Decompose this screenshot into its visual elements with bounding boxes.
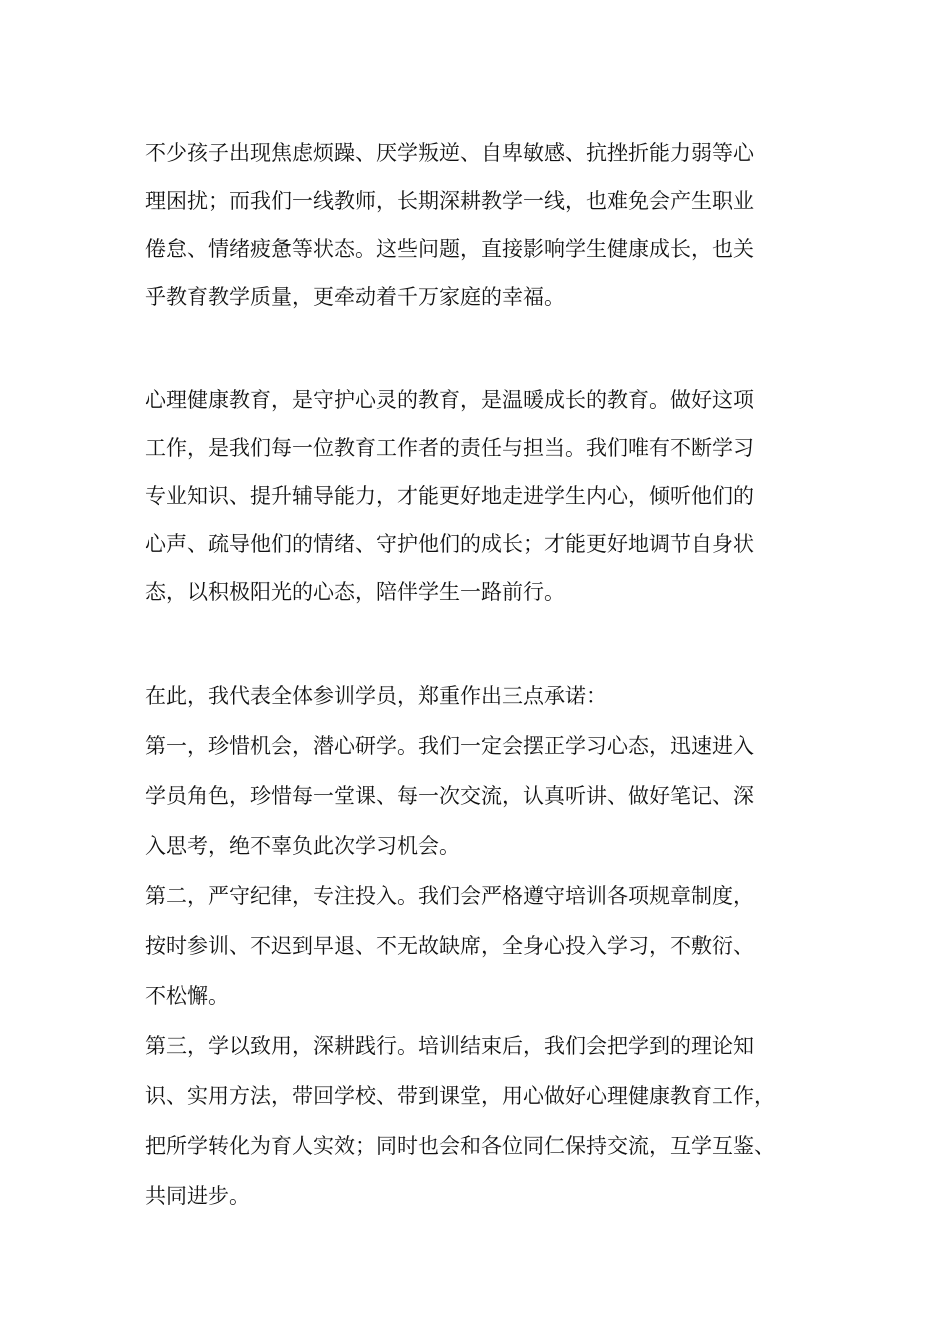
commitment-3-line-1: 第三，学以致用，深耕践行。培训结束后，我们会把学到的理论知 [145, 1034, 754, 1058]
paragraph-2-line-5: 态，以积极阳光的心态，陪伴学生一路前行。 [145, 580, 565, 604]
paragraph-2-line-3: 专业知识、提升辅导能力，才能更好地走进学生内心，倾听他们的 [145, 484, 754, 508]
commitment-1-line-3: 入思考，绝不辜负此次学习机会。 [145, 834, 460, 858]
paragraph-1-line-2: 理困扰；而我们一线教师，长期深耕教学一线，也难免会产生职业 [145, 189, 754, 213]
commitment-1-line-1: 第一，珍惜机会，潜心研学。我们一定会摆正学习心态，迅速进入 [145, 734, 754, 758]
paragraph-1-line-3: 倦怠、情绪疲惫等状态。这些问题，直接影响学生健康成长，也关 [145, 237, 754, 261]
paragraph-2-line-1: 心理健康教育，是守护心灵的教育，是温暖成长的教育。做好这项 [145, 388, 754, 412]
paragraph-2-line-2: 工作，是我们每一位教育工作者的责任与担当。我们唯有不断学习 [145, 436, 754, 460]
commitment-1-line-2: 学员角色，珍惜每一堂课、每一次交流，认真听讲、做好笔记、深 [145, 784, 754, 808]
paragraph-1-line-1: 不少孩子出现焦虑烦躁、厌学叛逆、自卑敏感、抗挫折能力弱等心 [145, 141, 754, 165]
commitment-2-line-1: 第二，严守纪律，专注投入。我们会严格遵守培训各项规章制度， [145, 884, 754, 908]
commitment-3-line-2: 识、实用方法，带回学校、带到课堂，用心做好心理健康教育工作， [145, 1084, 775, 1108]
commitment-3-line-4: 共同进步。 [145, 1184, 250, 1208]
commitment-3-line-3: 把所学转化为育人实效；同时也会和各位同仁保持交流，互学互鉴、 [145, 1134, 775, 1158]
paragraph-1-line-4: 乎教育教学质量，更牵动着千万家庭的幸福。 [145, 285, 565, 309]
commitment-2-line-3: 不松懈。 [145, 984, 229, 1008]
intro-line: 在此，我代表全体参训学员，郑重作出三点承诺： [145, 684, 607, 708]
commitment-2-line-2: 按时参训、不迟到早退、不无故缺席，全身心投入学习，不敷衍、 [145, 934, 754, 958]
paragraph-2-line-4: 心声、疏导他们的情绪、守护他们的成长；才能更好地调节自身状 [145, 532, 754, 556]
